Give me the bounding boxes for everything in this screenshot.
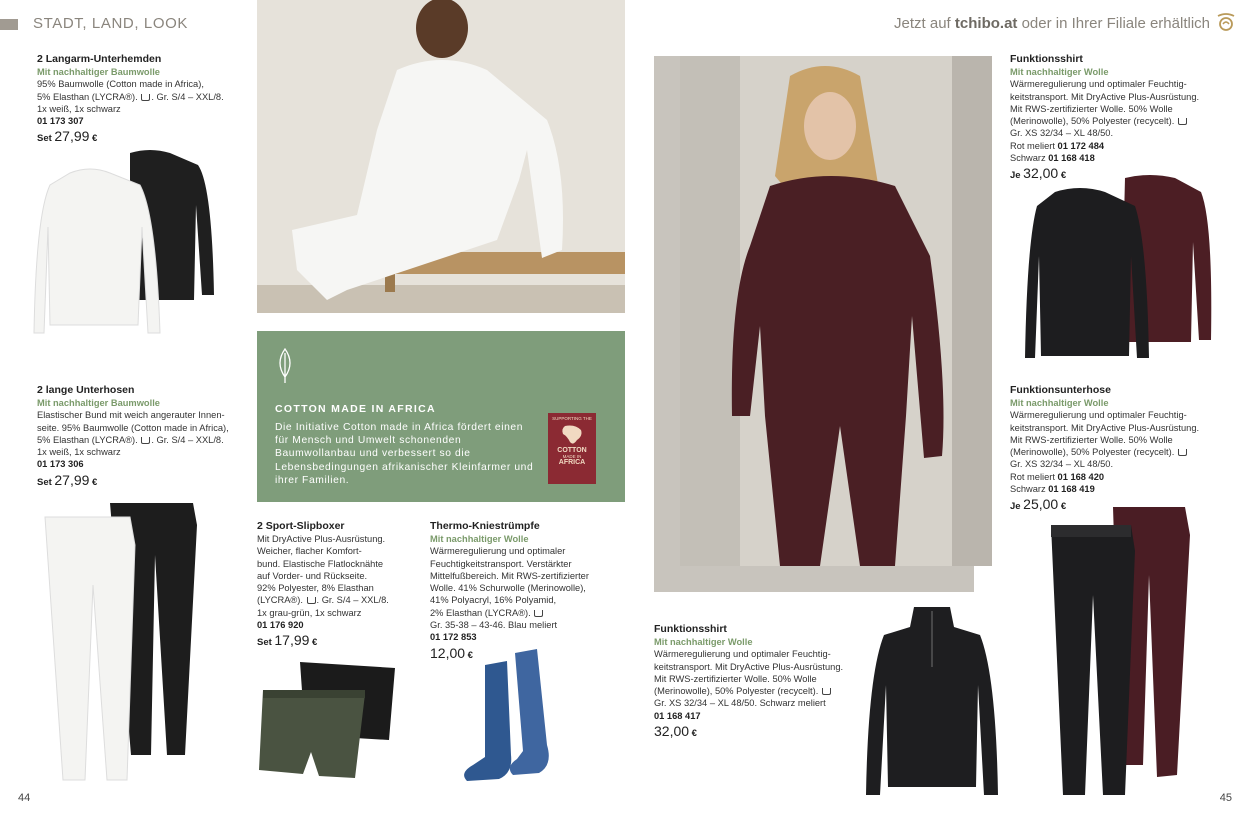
product-subtitle: Mit nachhaltiger Baumwolle xyxy=(37,398,160,408)
woman-photo xyxy=(680,56,992,566)
product-subtitle: Mit nachhaltiger Wolle xyxy=(1010,398,1109,408)
cotton-made-in-africa-box xyxy=(257,331,625,502)
africa-map-icon xyxy=(557,424,587,446)
wash-icon xyxy=(141,94,150,101)
wash-icon xyxy=(307,597,316,604)
price: Set 27,99 € xyxy=(37,128,98,145)
product-subtitle: Mit nachhaltiger Wolle xyxy=(1010,67,1109,77)
undershirts-image xyxy=(30,145,225,335)
zip-shirt-image xyxy=(862,605,1002,800)
price: 32,00 € xyxy=(654,723,697,740)
article-number: 01 172 484 xyxy=(1057,140,1105,151)
article-number: 01 168 417 xyxy=(654,710,701,721)
price: Set 17,99 € xyxy=(257,632,318,649)
page-number-left: 44 xyxy=(18,792,31,804)
product-title: Funktionsunterhose xyxy=(1010,384,1111,396)
price: 12,00 € xyxy=(430,644,473,661)
product-long-underpants: 2 lange Unterhosen Mit nachhaltiger Baumwolle Elastischer Bund mit weich angerauter Innen- seite. 95% Baumwolle (Cotton made in Africa), 5% Elasthan (LYCRA®). . Gr. S/4 – XXL/8. 1x weiß, 1x schwarz 01 173 306 Set 27,99 € xyxy=(37,384,237,489)
wash-icon xyxy=(534,610,543,617)
product-subtitle: Mit nachhaltiger Baumwolle xyxy=(37,67,160,77)
leaf-icon xyxy=(275,347,295,385)
function-shirts-image xyxy=(1025,172,1220,362)
price: Set 27,99 € xyxy=(37,471,98,488)
product-function-shirt-zip: Funktionsshirt Mit nachhaltiger Wolle Wärmeregulierung und optimaler Feuchtig- keitstransport. Mit DryActive Plus-Ausrüstung. Mit RWS-zertifizierter Wolle. 50% Wolle (Merinowolle), 50% Polyester (recycelt). Gr. XS 32/34 – XL 48/50. Schwarz meliert 01 168 417 32,00 € xyxy=(654,623,854,740)
product-title: 2 lange Unterhosen xyxy=(37,384,135,396)
article-number: 01 168 420 xyxy=(1057,471,1105,482)
page-number-right: 45 xyxy=(1219,792,1232,804)
article-number: 01 168 418 xyxy=(1048,153,1095,164)
wash-icon xyxy=(1178,118,1187,125)
article-number: 01 176 920 xyxy=(257,620,304,631)
wash-icon xyxy=(822,688,831,695)
article-number: 01 172 853 xyxy=(430,632,477,643)
brand-logo-icon xyxy=(1214,10,1238,34)
product-title: 2 Langarm-Unterhemden xyxy=(37,53,162,65)
availability-note: Jetzt auf tchibo.at oder in Ihrer Filiale erhältlich xyxy=(894,15,1210,32)
article-number: 01 173 306 xyxy=(37,459,84,470)
price: Je 25,00 € xyxy=(1010,496,1067,513)
product-undershirts: 2 Langarm-Unterhemden Mit nachhaltiger Baumwolle 95% Baumwolle (Cotton made in Africa), 5% Elasthan (LYCRA®). . Gr. S/4 – XXL/8. 1x weiß, 1x schwarz 01 173 307 Set 27,99 € xyxy=(37,53,237,146)
product-title: 2 Sport-Slipboxer xyxy=(257,520,345,532)
product-knee-socks: Thermo-Kniestrümpfe Mit nachhaltiger Wolle Wärmeregulierung und optimaler Feuchtigkeitstransport. Verstärkter Mittelfußbereich. Mit RWS-zertifizierter Wolle. 41% Schurwolle (Merinowolle), 41% Polyacryl, 16% Polyamid, 2% Elasthan (LYCRA®). Gr. 35-38 – 43-46. Blau meliert 01 172 853 12,00 € xyxy=(430,520,620,662)
function-pants-image xyxy=(1045,505,1195,800)
box-heading: COTTON MADE IN AFRICA xyxy=(275,403,436,415)
product-subtitle: Mit nachhaltiger Wolle xyxy=(654,637,753,647)
section-title: STADT, LAND, LOOK xyxy=(33,15,188,32)
product-title: Thermo-Kniestrümpfe xyxy=(430,520,540,532)
slipboxer-image xyxy=(255,660,405,785)
price: Je 32,00 € xyxy=(1010,165,1067,182)
cotton-label-badge: SUPPORTING THE COTTON MADE IN AFRICA xyxy=(548,413,596,484)
wash-icon xyxy=(141,437,150,444)
product-function-shirt: Funktionsshirt Mit nachhaltiger Wolle Wärmeregulierung und optimaler Feuchtig- keitstransport. Mit DryActive Plus-Ausrüstung. Mit RWS-zertifizierter Wolle. 50% Wolle (Merinowolle), 50% Polyester (recycelt). Gr. XS 32/34 – XL 48/50. Rot meliert 01 172 484 Schwarz 01 168 418 Je 32,00 € xyxy=(1010,53,1230,183)
product-title: Funktionsshirt xyxy=(654,623,727,635)
section-marker xyxy=(0,19,18,30)
knee-socks-image xyxy=(455,645,565,785)
box-text: Die Initiative Cotton made in Africa fördert einen für Mensch und Umwelt schonenden Baumwollanbau und verbessert so die Lebensbedingungen afrikanischer Kleinfarmer und ihrer Familien. xyxy=(275,422,534,486)
product-subtitle: Mit nachhaltiger Wolle xyxy=(430,534,529,544)
product-title: Funktionsshirt xyxy=(1010,53,1083,65)
site-link[interactable]: tchibo.at xyxy=(954,15,1018,32)
article-number: 01 168 419 xyxy=(1048,484,1095,495)
product-slipboxer: 2 Sport-Slipboxer Mit DryActive Plus-Ausrüstung. Weicher, flacher Komfort- bund. Elastische Flatlocknähte auf Vorder- und Rückseite. 92% Polyester, 8% Elasthan (LYCRA®). . Gr. S/4 – XXL/8. 1x grau-grün, 1x schwarz 01 176 920 Set 17,99 € xyxy=(257,520,427,650)
product-function-pants: Funktionsunterhose Mit nachhaltiger Wolle Wärmeregulierung und optimaler Feuchtig- keitstransport. Mit DryActive Plus-Ausrüstung. Mit RWS-zertifizierter Wolle. 50% Wolle (Merinowolle), 50% Polyester (recycelt). Gr. XS 32/34 – XL 48/50. Rot meliert 01 168 420 Schwarz 01 168 419 Je 25,00 € xyxy=(1010,384,1230,514)
long-underpants-image xyxy=(35,495,225,785)
man-photo xyxy=(257,0,625,313)
article-number: 01 173 307 xyxy=(37,116,84,127)
wash-icon xyxy=(1178,449,1187,456)
